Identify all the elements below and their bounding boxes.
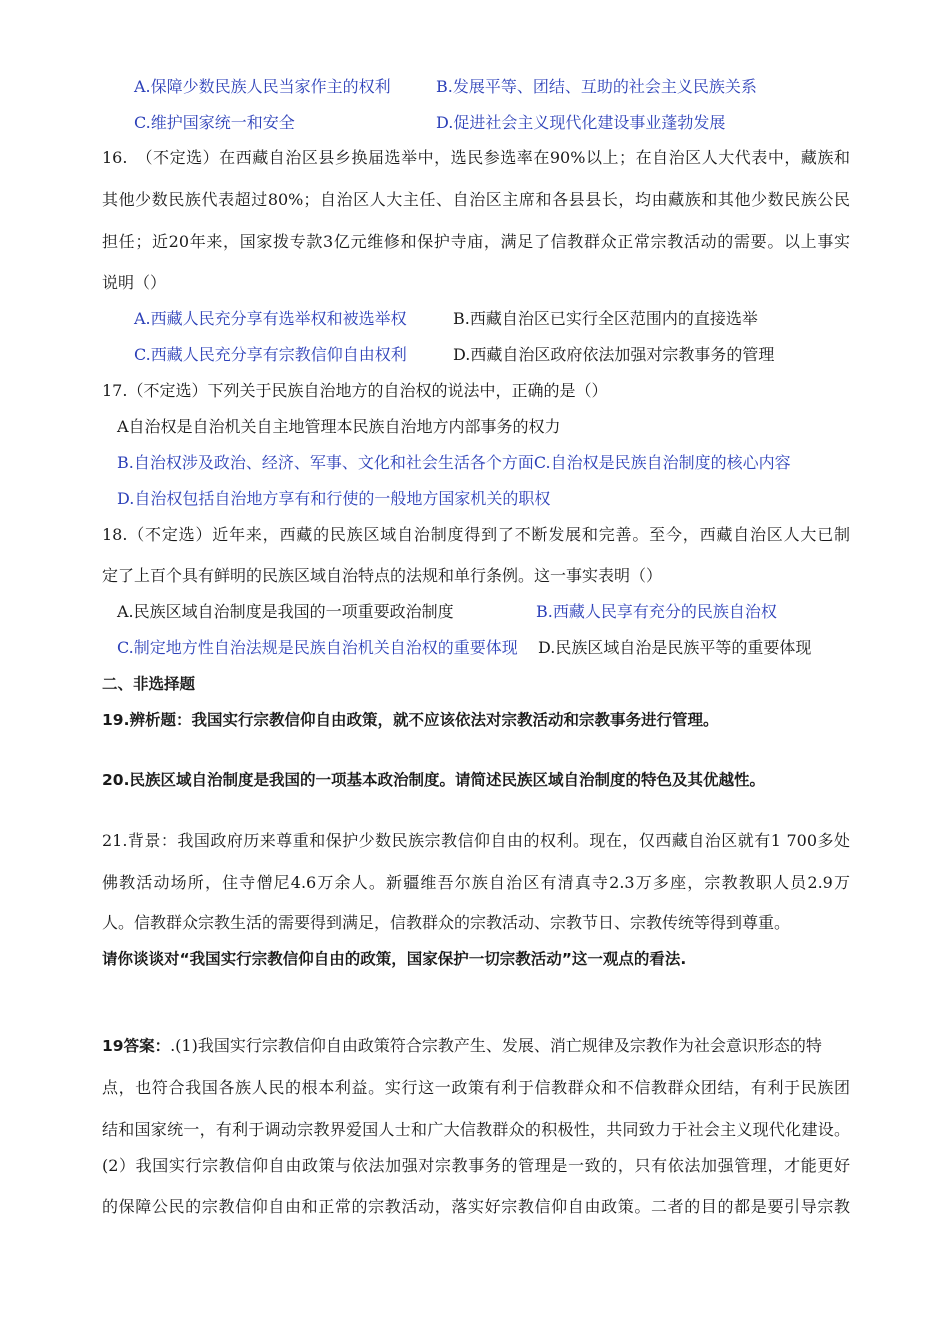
q18-option-d: D.民族区域自治是民族平等的重要体现 <box>538 638 812 657</box>
q17-option-bc: B.自治权涉及政治、经济、军事、文化和社会生活各个方面C.自治权是民族自治制度的核心内容 <box>117 453 791 472</box>
q18-line-2: 定了上百个具有鲜明的民族区域自治特点的法规和单行条例。这一事实表明（） <box>102 566 663 585</box>
q15-option-b: B.发展平等、团结、互助的社会主义民族关系 <box>436 77 757 96</box>
q16-option-d: D.西藏自治区政府依法加强对宗教事务的管理 <box>453 345 775 364</box>
q21-line-3: 人。信教群众宗教生活的需要得到满足，信教群众的宗教活动、宗教节日、宗教传统等得到尊重。 <box>102 913 791 932</box>
q18-line-1: 18.（不定选）近年来，西藏的民族区域自治制度得到了不断发展和完善。至今，西藏自治区人大已制 <box>102 525 850 544</box>
q16-option-b: B.西藏自治区已实行全区范围内的直接选举 <box>453 309 758 328</box>
answer19-line-3: 结和国家统一，有利于调动宗教界爱国人士和广大信教群众的积极性，共同致力于社会主义现代化建设。 <box>102 1120 850 1139</box>
section-2-title: 二、非选择题 <box>102 675 196 693</box>
answer19-line-4: (2）我国实行宗教信仰自由政策与依法加强对宗教事务的管理是一致的，只有依法加强管理，才能更好 <box>102 1156 850 1175</box>
answer19-line-1-text: .(1)我国实行宗教信仰自由政策符合宗教产生、发展、消亡规律及宗教作为社会意识形态的特 <box>170 1036 822 1055</box>
q18-option-b: B.西藏人民享有充分的民族自治权 <box>536 602 777 621</box>
q16-option-c: C.西藏人民充分享有宗教信仰自由权利 <box>134 345 407 364</box>
q18-option-c: C.制定地方性自治法规是民族自治机关自治权的重要体现 <box>117 638 518 657</box>
q17-option-d: D.自治权包括自治地方享有和行使的一般地方国家机关的职权 <box>117 489 551 508</box>
q15-option-a: A.保障少数民族人民当家作主的权利 <box>134 77 391 96</box>
q21-line-1: 21.背景：我国政府历来尊重和保护少数民族宗教信仰自由的权利。现在，仅西藏自治区就有1 700多处 <box>102 831 850 850</box>
q17-option-a: A自治权是自治机关自主地管理本民族自治地方内部事务的权力 <box>117 417 561 436</box>
q15-option-c: C.维护国家统一和安全 <box>134 113 295 132</box>
q15-option-d: D.促进社会主义现代化建设事业蓬勃发展 <box>436 113 726 132</box>
answer19-line-5: 的保障公民的宗教信仰自由和正常的宗教活动，落实好宗教信仰自由政策。二者的目的都是要引导宗教 <box>102 1197 850 1216</box>
answer19-line-2: 点，也符合我国各族人民的根本利益。实行这一政策有利于信教群众和不信教群众团结，有利于民族团 <box>102 1078 850 1097</box>
q16-line-2: 其他少数民族代表超过80%；自治区人大主任、自治区主席和各县县长，均由藏族和其他少数民族公民 <box>102 190 850 209</box>
answer19-line-1 <box>102 1036 850 1056</box>
q18-option-a: A.民族区域自治制度是我国的一项重要政治制度 <box>117 602 454 621</box>
q16-option-a: A.西藏人民充分享有选举权和被选举权 <box>134 309 407 328</box>
q21-line-2: 佛教活动场所，住寺僧尼4.6万余人。新疆维吾尔族自治区有清真寺2.3万多座，宗教教职人员2.9万 <box>102 873 850 892</box>
q17-stem: 17.（不定选）下列关于民族自治地方的自治权的说法中，正确的是（） <box>102 381 608 400</box>
q16-line-1: 16. （不定选）在西藏自治区县乡换届选举中，选民参选率在90%以上；在自治区人大代表中，藏族和 <box>102 148 850 167</box>
q20-question: 20.民族区域自治制度是我国的一项基本政治制度。请简述民族区域自治制度的特色及其优越性。 <box>102 771 765 789</box>
q16-line-3: 担任；近20年来，国家拨专款3亿元维修和保护寺庙，满足了信教群众正常宗教活动的需要。以上事实 <box>102 232 850 251</box>
answer19-label: 19答案： <box>102 1037 171 1055</box>
q21-question: 请你谈谈对“我国实行宗教信仰自由的政策，国家保护一切宗教活动”这一观点的看法. <box>102 950 687 968</box>
q19-question: 19.辨析题：我国实行宗教信仰自由政策，就不应该依法对宗教活动和宗教事务进行管理。 <box>102 711 719 729</box>
q16-line-4: 说明（） <box>102 273 167 292</box>
